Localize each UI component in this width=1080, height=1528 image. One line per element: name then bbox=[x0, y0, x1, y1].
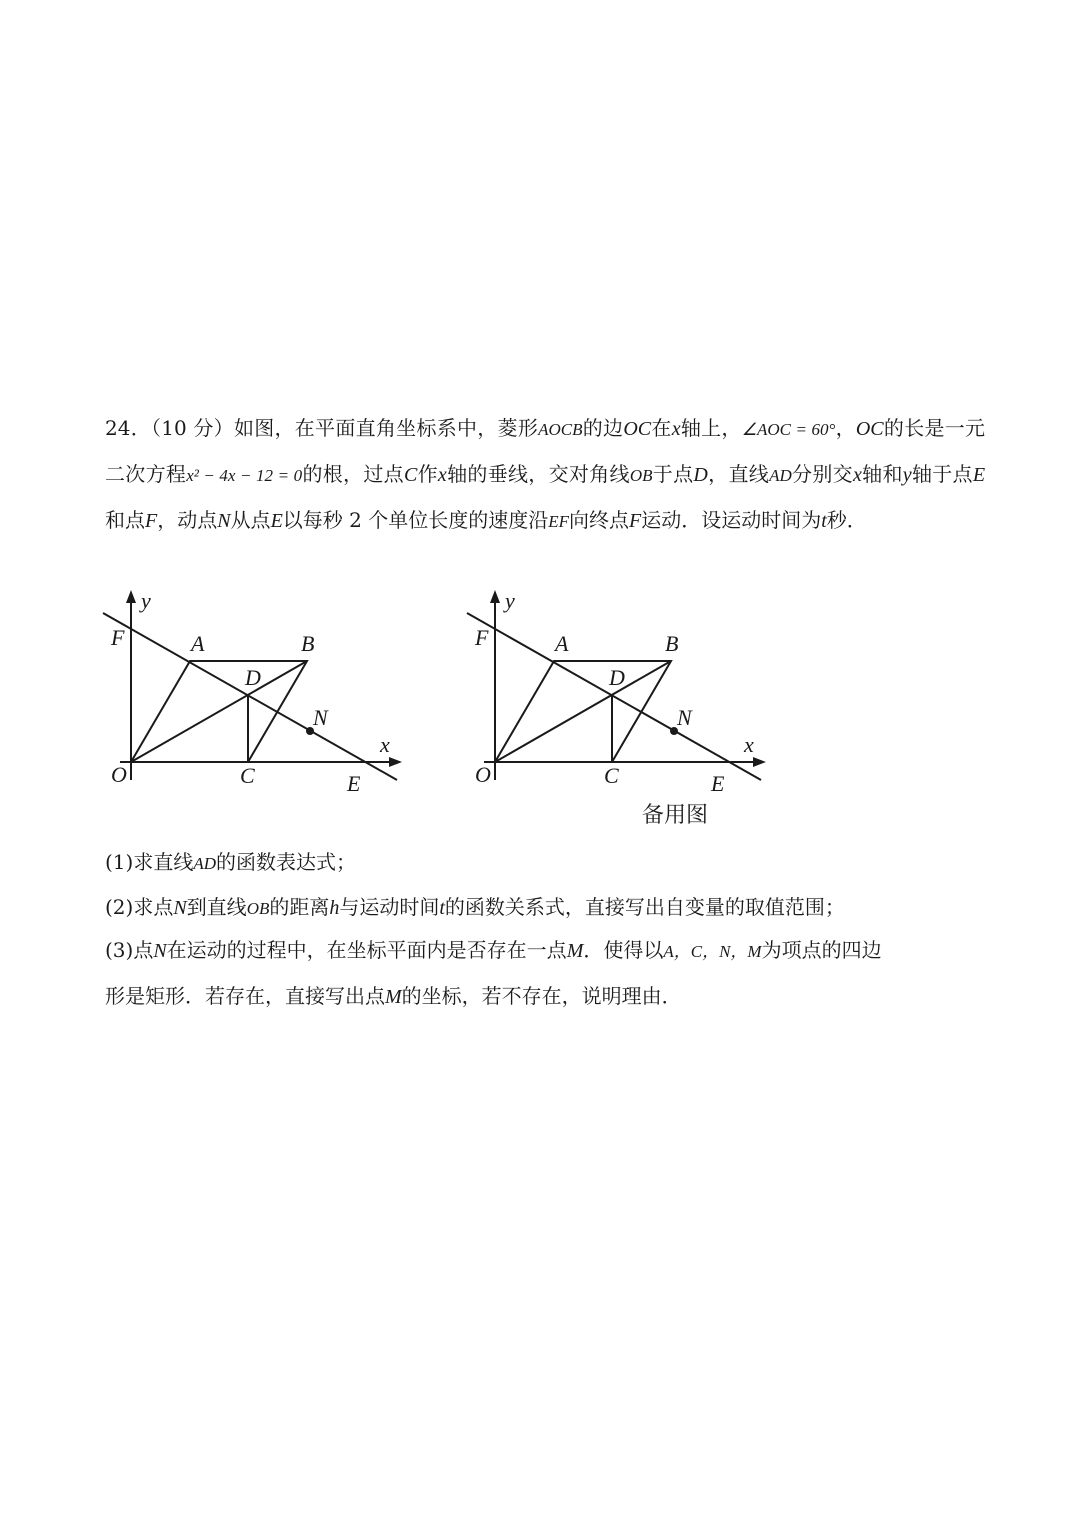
text: 长是一元二次方程 bbox=[105, 416, 986, 486]
segment-oc: OC bbox=[623, 418, 652, 440]
point-f: F bbox=[145, 510, 158, 532]
text: 轴于点 bbox=[911, 462, 973, 486]
point-n: N bbox=[153, 940, 167, 962]
text: 在 bbox=[651, 416, 672, 440]
text: 的函数关系式，直接写出自变量的取值范围； bbox=[444, 895, 845, 919]
line-ad: AD bbox=[193, 854, 217, 873]
label-a: A bbox=[191, 631, 205, 656]
text: ．使得以 bbox=[583, 938, 664, 962]
figure-caption: 备用图 bbox=[641, 803, 708, 828]
label-o: O bbox=[475, 762, 491, 787]
figure-main bbox=[95, 585, 415, 800]
text: 向终点 bbox=[569, 508, 630, 532]
var-x: x bbox=[437, 464, 447, 486]
text: 到直线 bbox=[186, 895, 247, 919]
label-o: O bbox=[111, 762, 127, 787]
text: 的函数表达式； bbox=[216, 850, 357, 874]
figure-backup bbox=[459, 585, 779, 800]
x-axis-arrow-icon bbox=[389, 757, 402, 767]
var-t: t bbox=[439, 897, 445, 919]
point-m: M bbox=[385, 986, 402, 1008]
point-c: C bbox=[403, 464, 418, 486]
question-1 bbox=[105, 844, 985, 882]
text: 轴和 bbox=[861, 462, 903, 486]
question-3-cont bbox=[105, 978, 985, 1015]
label-n: N bbox=[677, 705, 692, 730]
segment-ob: OB bbox=[246, 899, 270, 918]
text: 别交 bbox=[812, 462, 853, 486]
diagonal-ob bbox=[495, 661, 671, 762]
var-x: x bbox=[671, 418, 681, 440]
text: 为项点的四边 bbox=[761, 938, 882, 962]
text: (3)点 bbox=[105, 938, 154, 962]
text: (1)求直线 bbox=[105, 850, 194, 874]
question-2 bbox=[105, 889, 985, 927]
y-axis-arrow-icon bbox=[490, 590, 500, 603]
text: 以每秒 2 个单位长度的速度沿 bbox=[282, 508, 549, 532]
label-c: C bbox=[240, 763, 255, 788]
var-x: x bbox=[852, 464, 862, 486]
text: 轴的垂线，交对角线 bbox=[446, 462, 630, 486]
problem-statement bbox=[105, 406, 985, 544]
points-acnm: A，C，N，M bbox=[663, 942, 762, 961]
problem-number: 24． bbox=[105, 416, 152, 440]
var-t: t bbox=[821, 510, 827, 532]
point-f: F bbox=[629, 510, 642, 532]
label-e: E bbox=[711, 771, 725, 796]
text: 轴上， bbox=[680, 416, 742, 440]
point-e: E bbox=[270, 510, 283, 532]
rhombus-name: AOCB bbox=[538, 420, 583, 439]
line-ef bbox=[467, 613, 761, 780]
text: 的距离 bbox=[269, 895, 330, 919]
label-d: D bbox=[609, 665, 625, 690]
var-y: y bbox=[902, 464, 912, 486]
label-d: D bbox=[245, 665, 261, 690]
text: 和点 bbox=[105, 508, 145, 532]
text: ， bbox=[835, 416, 856, 440]
text: 秒． bbox=[826, 508, 867, 532]
text: ，动点 bbox=[157, 508, 218, 532]
y-axis-arrow-icon bbox=[126, 590, 136, 603]
text: 的边 bbox=[582, 416, 624, 440]
label-f: F bbox=[111, 625, 125, 650]
x-axis-arrow-icon bbox=[753, 757, 766, 767]
label-y: y bbox=[141, 588, 151, 613]
problem-points: （10 分） bbox=[151, 416, 234, 440]
point-e: E bbox=[972, 464, 986, 486]
segment-ef: EF bbox=[548, 512, 570, 531]
angle-aoc: ∠AOC = 60° bbox=[741, 420, 836, 439]
label-c: C bbox=[604, 763, 619, 788]
text: ，直线 bbox=[707, 462, 770, 486]
text: 从点 bbox=[230, 508, 271, 532]
text: 与运动时间 bbox=[339, 895, 440, 919]
text: 形是矩形．若存在，直接写出点 bbox=[105, 984, 385, 1008]
label-n: N bbox=[313, 705, 328, 730]
text: 作 bbox=[417, 462, 438, 486]
segment-ob: OB bbox=[629, 466, 653, 485]
label-y: y bbox=[505, 588, 515, 613]
text: 的坐标，若不存在，说明理由． bbox=[401, 984, 682, 1008]
text: (2)求点 bbox=[105, 895, 174, 919]
label-b: B bbox=[665, 631, 679, 656]
text: 动．设运动时间为 bbox=[661, 508, 822, 532]
label-e: E bbox=[347, 771, 361, 796]
label-x: x bbox=[744, 732, 754, 757]
text: 于点 bbox=[652, 462, 694, 486]
label-a: A bbox=[555, 631, 569, 656]
text: 如图，在平面直角坐标系中，菱形 bbox=[233, 416, 539, 440]
diagonal-ob bbox=[131, 661, 307, 762]
point-n: N bbox=[217, 510, 231, 532]
segment-oc: OC bbox=[855, 418, 884, 440]
label-x: x bbox=[380, 732, 390, 757]
line-ad: AD bbox=[769, 466, 792, 485]
label-b: B bbox=[301, 631, 315, 656]
text: 分 bbox=[791, 462, 813, 486]
quadratic-equation: x² − 4x − 12 = 0 bbox=[186, 466, 303, 485]
point-n: N bbox=[173, 897, 187, 919]
point-m: M bbox=[566, 940, 584, 962]
label-f: F bbox=[475, 625, 489, 650]
point-d: D bbox=[693, 464, 708, 486]
text: 的 bbox=[883, 416, 905, 440]
line-ef bbox=[103, 613, 397, 780]
text: 的根，过点 bbox=[302, 462, 404, 486]
text: 在运动的过程中，在坐标平面内是否存在一点 bbox=[166, 938, 567, 962]
question-3 bbox=[105, 932, 985, 970]
text: 运 bbox=[641, 508, 662, 532]
var-h: h bbox=[329, 897, 340, 919]
